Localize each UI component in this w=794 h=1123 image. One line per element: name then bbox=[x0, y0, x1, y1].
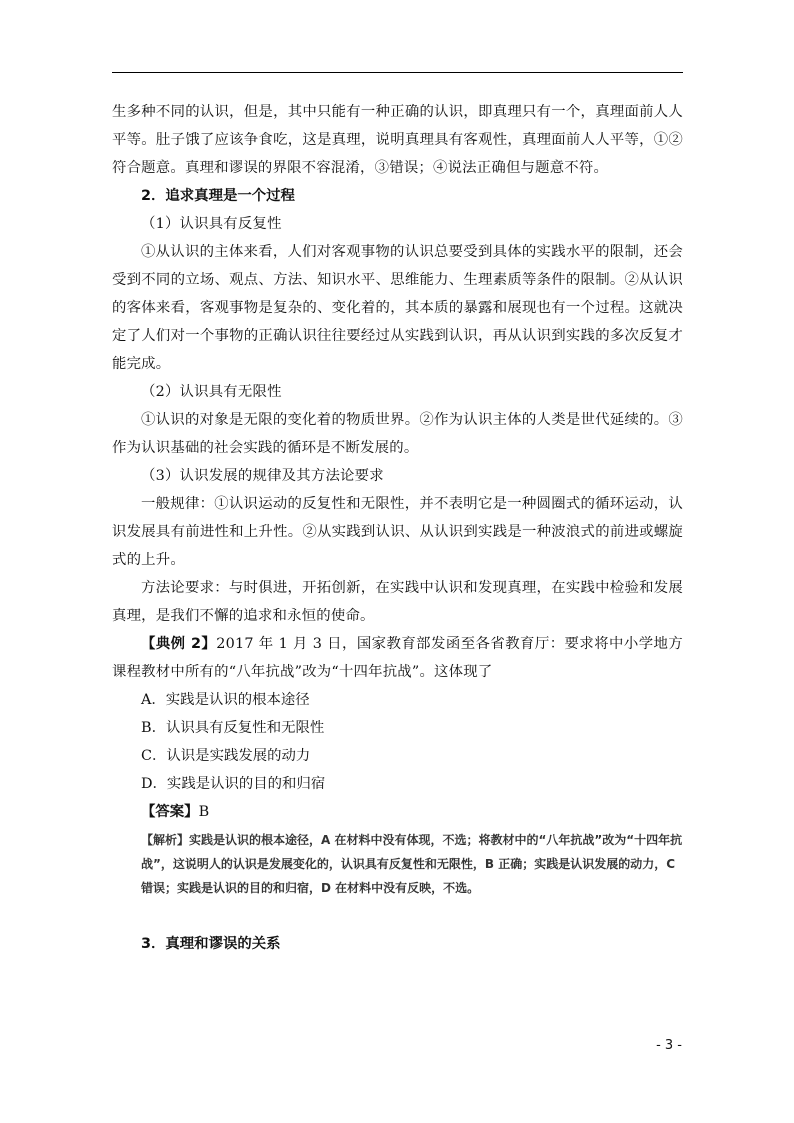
subheading-repetitiveness: （1）认识具有反复性 bbox=[141, 216, 282, 232]
subheading-law: （3）认识发展的规律及其方法论要求 bbox=[141, 468, 384, 484]
example-question bbox=[112, 630, 683, 686]
subheading-infinity: （2）认识具有无限性 bbox=[141, 384, 282, 400]
option-d: D．实践是认识的目的和归宿 bbox=[141, 776, 326, 792]
section-heading-3: 3．真理和谬误的关系 bbox=[141, 936, 281, 952]
option-b: B．认识具有反复性和无限性 bbox=[141, 720, 325, 736]
analysis-block bbox=[112, 828, 683, 900]
paragraph-continuation: 生多种不同的认识，但是，其中只能有一种正确的认识，即真理只有一个，真理面前人人平等。肚子饿了应该争食吃，这是真理，说明真理具有客观性，真理面前人人平等，①②符合题意。真理和谬误的界限不容混淆，③错误；④说法正确但与题意不符。 bbox=[112, 104, 683, 176]
paragraph-repetitiveness: ①从认识的主体来看，人们对客观事物的认识总要受到具体的实践水平的限制，还会受到不同的立场、观点、方法、知识水平、思维能力、生理素质等条件的限制。②从认识的客体来看，客观事物是复杂的、变化着的，其本质的暴露和展现也有一个过程。这就决定了人们对一个事物的正确认识往往要经过从实践到认识，再从认识到实践的多次反复才能完成。 bbox=[112, 244, 683, 372]
paragraph-general-law: 一般规律：①认识运动的反复性和无限性，并不表明它是一种圆圈式的循环运动，认识发展具有前进性和上升性。②从实践到认识、从认识到实践是一种波浪式的前进或螺旋式的上升。 bbox=[112, 496, 683, 568]
header-rule bbox=[112, 72, 683, 73]
paragraph-infinity: ①认识的对象是无限的变化着的物质世界。②作为认识主体的人类是世代延续的。③作为认识基础的社会实践的循环是不断发展的。 bbox=[112, 412, 683, 456]
spacer bbox=[112, 900, 683, 930]
example-question-text: 2017 年 1 月 3 日，国家教育部发函至各省教育厅：要求将中小学地方课程教材中所有的“八年抗战”改为“十四年抗战”。这体现了 bbox=[112, 636, 683, 680]
option-c: C．认识是实践发展的动力 bbox=[141, 748, 311, 764]
option-a: A．实践是认识的根本途径 bbox=[141, 692, 310, 708]
answer-tag: 【答案】 bbox=[141, 804, 199, 820]
example-tag: 【典例 2】 bbox=[141, 636, 217, 652]
page-number: - 3 - bbox=[656, 1038, 682, 1053]
analysis-tag: 【解析】 bbox=[141, 833, 190, 847]
answer-value: B bbox=[198, 804, 210, 820]
page-content bbox=[112, 98, 683, 958]
answer-line bbox=[112, 798, 683, 826]
paragraph-methodology: 方法论要求：与时俱进，开拓创新，在实践中认识和发现真理，在实践中检验和发展真理，是我们不懈的追求和永恒的使命。 bbox=[112, 580, 683, 624]
analysis-text: 实践是认识的根本途径，A 在材料中没有体现，不选；将教材中的“八年抗战”改为“十四年抗战”，这说明人的认识是发展变化的，认识具有反复性和无限性，B 正确；实践是认识发展的动力，C 错误；实践是认识的目的和归宿，D 在材料中没有反映，不选。 bbox=[141, 833, 683, 895]
section-heading-2: 2．追求真理是一个过程 bbox=[141, 188, 295, 204]
